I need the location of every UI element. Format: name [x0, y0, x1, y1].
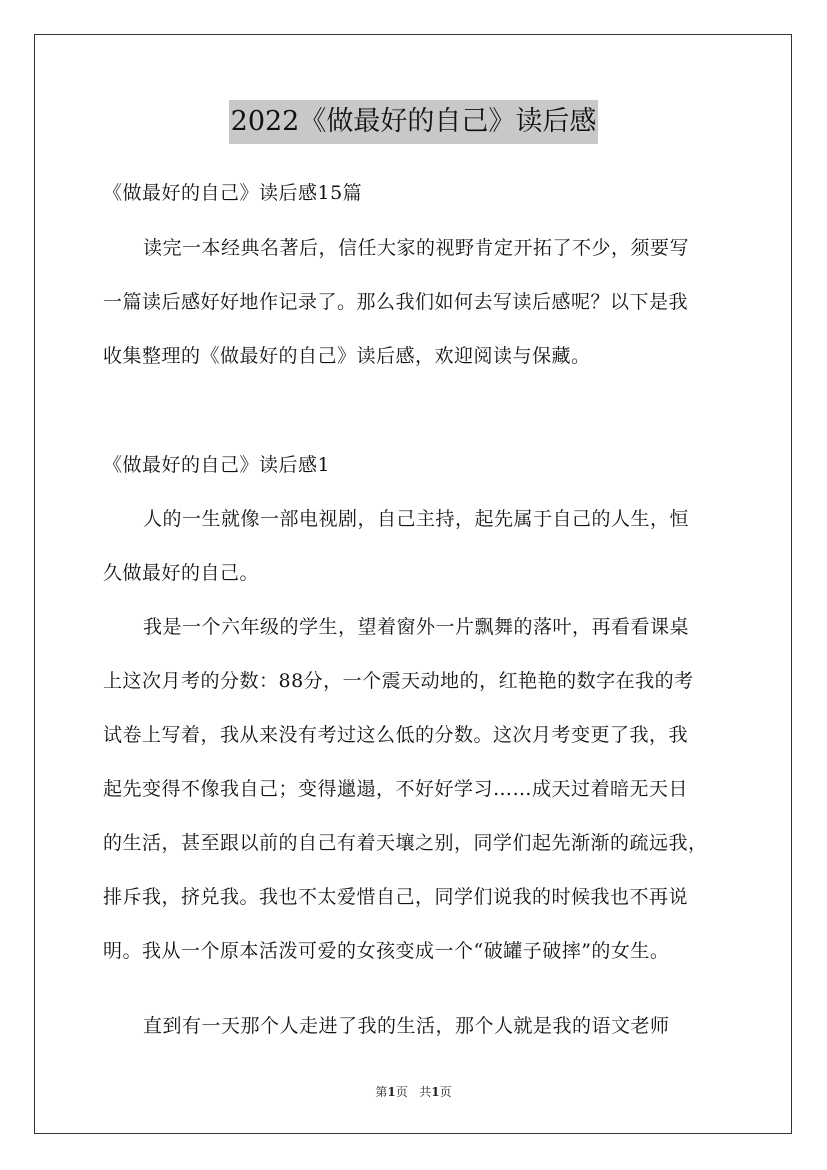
document-title: 2022《做最好的自己》读后感 [229, 100, 599, 144]
footer-page-total: 1 [431, 1085, 440, 1099]
title-wrap [0, 100, 827, 144]
paragraph-line: 明。我从一个原本活泼可爱的女孩变成一个“破罐子破摔”的女生。 [103, 940, 670, 962]
paragraph-line: 我是一个六年级的学生，望着窗外一片飘舞的落叶，再看看课桌 [143, 616, 690, 638]
footer-total-unit: 页 [439, 1085, 452, 1099]
intro-line: 读完一本经典名著后，信任大家的视野肯定开拓了不少，须要写 [143, 237, 690, 259]
footer-page-prefix: 第 [375, 1085, 388, 1099]
footer-total-prefix: 共 [419, 1085, 432, 1099]
paragraph-line: 试卷上写着，我从来没有考过这么低的分数。这次月考变更了我，我 [103, 724, 689, 746]
paragraph-line: 上这次月考的分数：88分，一个震天动地的，红艳艳的数字在我的考 [103, 670, 694, 692]
intro-line: 收集整理的《做最好的自己》读后感，欢迎阅读与保藏。 [103, 345, 591, 367]
page-footer [0, 1083, 827, 1101]
paragraph-line: 久做最好的自己。 [103, 562, 260, 584]
paragraph-line: 人的一生就像一部电视剧，自己主持，起先属于自己的人生，恒 [143, 508, 690, 530]
paragraph-line: 的生活，甚至跟以前的自己有着天壤之别，同学们起先渐渐的疏远我， [103, 832, 708, 854]
section-heading: 《做最好的自己》读后感1 [103, 454, 331, 476]
paragraph-line: 排斥我，挤兑我。我也不太爱惜自己，同学们说我的时候我也不再说 [103, 886, 689, 908]
footer-page-unit: 页 [395, 1085, 408, 1099]
paragraph-line: 起先变得不像我自己；变得邋遢，不好好学习……成天过着暗无天日 [103, 778, 689, 800]
document-subtitle: 《做最好的自己》读后感15篇 [103, 182, 363, 204]
footer-page-current: 1 [387, 1085, 396, 1099]
paragraph-line: 直到有一天那个人走进了我的生活，那个人就是我的语文老师 [143, 1015, 670, 1037]
intro-line: 一篇读后感好好地作记录了。那么我们如何去写读后感呢？以下是我 [103, 291, 689, 313]
